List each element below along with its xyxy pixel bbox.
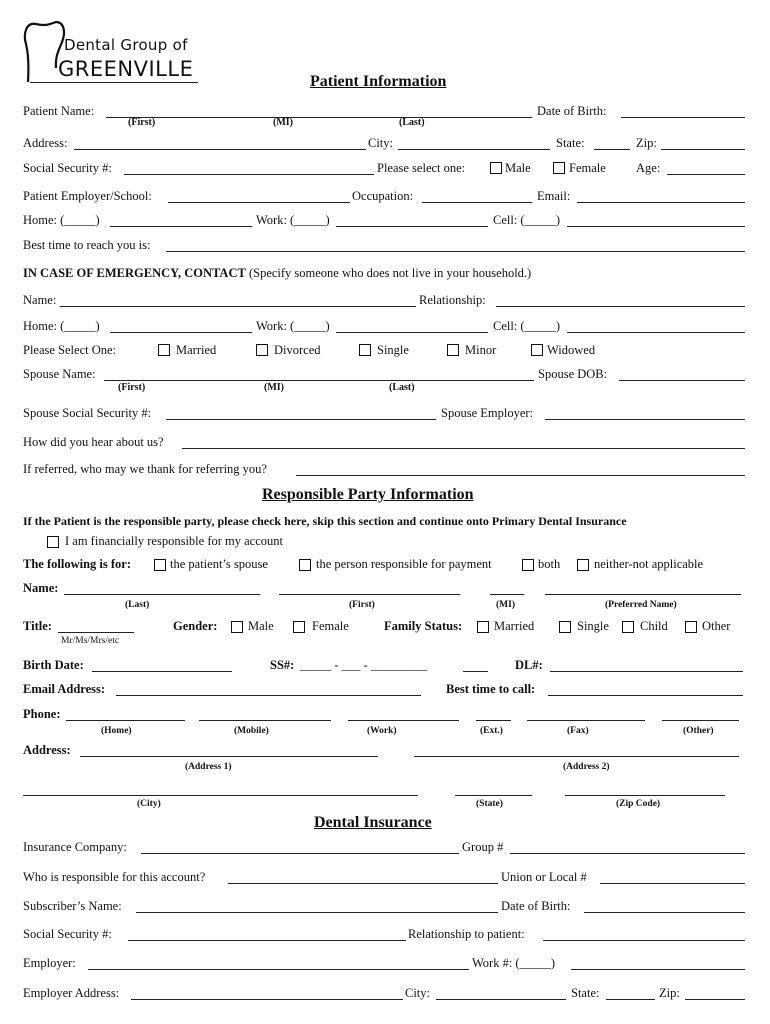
rp-preferred-field[interactable]: [545, 594, 741, 595]
rp-ss-field[interactable]: _____ - ___ - _________: [300, 658, 428, 672]
spouse-option-label: the patient’s spouse: [170, 557, 268, 571]
minor-label: Minor: [465, 343, 497, 357]
male-checkbox[interactable]: [490, 162, 502, 174]
rp-child-label: Child: [640, 619, 668, 633]
ins-city-field[interactable]: [436, 999, 566, 1000]
patient-name-field[interactable]: [106, 117, 532, 118]
rp-email-label: Email Address:: [23, 682, 106, 696]
rp-other-label: Other: [702, 619, 731, 633]
rp-mi-field[interactable]: [490, 594, 524, 595]
ins-ssn-field[interactable]: [128, 940, 406, 941]
rp-dl-field[interactable]: [550, 671, 743, 672]
hear-field[interactable]: [182, 448, 745, 449]
email-label: Email:: [537, 189, 571, 203]
rp-phone-mobile[interactable]: [199, 720, 331, 721]
ins-employer-field[interactable]: [88, 969, 469, 970]
spouse-sub-mi: (MI): [264, 382, 284, 393]
referred-label: If referred, who may we thank for referring you?: [23, 462, 267, 476]
rp-address-label: Address:: [23, 743, 71, 757]
rp-phone-home[interactable]: [66, 720, 185, 721]
single-label: Single: [377, 343, 409, 357]
responsible-title: Responsible Party Information: [262, 486, 474, 503]
spouse-employer-label: Spouse Employer:: [441, 406, 534, 420]
ins-company-field[interactable]: [141, 853, 459, 854]
rp-sub-ext: (Ext.): [480, 726, 503, 736]
rp-phone-work[interactable]: [348, 720, 459, 721]
occupation-field[interactable]: [422, 202, 532, 203]
married-label: Married: [176, 343, 217, 357]
rp-single-checkbox[interactable]: [559, 621, 571, 633]
ins-employer-address-label: Employer Address:: [23, 986, 120, 1000]
ins-zip-field[interactable]: [685, 999, 745, 1000]
occupation-label: Occupation:: [352, 189, 414, 203]
ins-employer-label: Employer:: [23, 956, 76, 970]
female-checkbox[interactable]: [553, 162, 565, 174]
logo-line2: GREENVILLE: [58, 57, 194, 81]
relationship-label: Relationship:: [419, 293, 486, 307]
payment-option-checkbox[interactable]: [299, 559, 311, 571]
female-label: Female: [569, 161, 606, 175]
emergency-work-field[interactable]: [336, 332, 488, 333]
age-field[interactable]: [667, 174, 745, 175]
city-field[interactable]: [398, 149, 550, 150]
rp-sub-state: (State): [476, 799, 503, 809]
rp-phone-ext[interactable]: [476, 720, 511, 721]
sub-first: (First): [128, 117, 156, 128]
ins-group-field[interactable]: [510, 853, 745, 854]
ssn-field[interactable]: [124, 174, 374, 175]
rp-sub-city: (City): [137, 799, 161, 809]
widowed-label: Widowed: [547, 343, 596, 357]
ins-ssn-label: Social Security #:: [23, 927, 112, 941]
rp-sub-address2: (Address 2): [563, 762, 610, 772]
rp-male-label: Male: [248, 619, 274, 633]
ins-who-label: Who is responsible for this account?: [23, 870, 206, 884]
relationship-field[interactable]: [496, 306, 745, 307]
emergency-cell-field[interactable]: [567, 332, 745, 333]
select-one-label: Please select one:: [377, 161, 466, 175]
rp-sub-mi: (MI): [496, 600, 515, 610]
page-title: Patient Information: [310, 73, 447, 90]
minor-checkbox[interactable]: [447, 344, 459, 356]
rp-phone-other[interactable]: [662, 720, 739, 721]
rp-email-field[interactable]: [116, 695, 421, 696]
rp-ss-extra: [463, 671, 488, 672]
ins-dob-field[interactable]: [584, 912, 745, 913]
single-checkbox[interactable]: [359, 344, 371, 356]
rp-sub-other: (Other): [683, 726, 714, 736]
zip-label: Zip:: [636, 136, 657, 150]
state-field[interactable]: [594, 149, 630, 150]
both-option-checkbox[interactable]: [522, 559, 534, 571]
work-phone-field[interactable]: [336, 226, 488, 227]
rp-married-checkbox[interactable]: [477, 621, 489, 633]
marital-select-label: Please Select One:: [23, 343, 117, 357]
rp-best-label: Best time to call:: [446, 682, 536, 696]
emergency-cell-label: Cell: (_____): [493, 319, 561, 333]
ins-state-field[interactable]: [606, 999, 655, 1000]
rp-birth-label: Birth Date:: [23, 658, 84, 672]
spouse-sub-last: (Last): [389, 382, 415, 393]
rp-birth-field[interactable]: [92, 671, 232, 672]
referred-field[interactable]: [296, 475, 745, 476]
rp-child-checkbox[interactable]: [622, 621, 634, 633]
spouse-dob-field[interactable]: [619, 380, 745, 381]
rp-first-field[interactable]: [279, 594, 460, 595]
ins-subscriber-label: Subscriber’s Name:: [23, 899, 122, 913]
sub-last: (Last): [399, 117, 425, 128]
rp-sub-address1: (Address 1): [185, 762, 232, 772]
both-option-label: both: [538, 557, 561, 571]
address-label: Address:: [23, 136, 68, 150]
rp-phone-fax[interactable]: [527, 720, 645, 721]
logo-line1: Dental Group of: [64, 36, 188, 54]
emergency-name-label: Name:: [23, 293, 57, 307]
ins-union-field[interactable]: [600, 883, 745, 884]
spouse-ssn-label: Spouse Social Security #:: [23, 406, 152, 420]
neither-option-checkbox[interactable]: [577, 559, 589, 571]
ssn-label: Social Security #:: [23, 161, 112, 175]
best-time-field[interactable]: [166, 251, 745, 252]
ins-work-field[interactable]: [571, 969, 745, 970]
rp-other-checkbox[interactable]: [685, 621, 697, 633]
rp-male-checkbox[interactable]: [231, 621, 243, 633]
neither-option-label: neither-not applicable: [594, 557, 704, 571]
rp-state-field[interactable]: [455, 795, 532, 796]
state-label: State:: [556, 136, 585, 150]
rp-married-label: Married: [494, 619, 535, 633]
rp-sub-home: (Home): [101, 726, 132, 736]
spouse-option-checkbox[interactable]: [154, 559, 166, 571]
rp-best-field[interactable]: [548, 695, 743, 696]
rp-city-field[interactable]: [23, 795, 418, 796]
emergency-name-field[interactable]: [60, 306, 416, 307]
cell-phone-label: Cell: (_____): [493, 213, 561, 227]
ins-dob-label: Date of Birth:: [501, 899, 571, 913]
city-label: City:: [368, 136, 394, 150]
rp-title-field[interactable]: [58, 632, 134, 633]
rp-female-label: Female: [312, 619, 349, 633]
rp-last-field[interactable]: [64, 594, 260, 595]
rp-sub-fax: (Fax): [567, 726, 589, 736]
financial-checkbox[interactable]: [47, 536, 59, 548]
dob-label: Date of Birth:: [537, 104, 607, 118]
spouse-sub-first: (First): [118, 382, 146, 393]
spouse-dob-label: Spouse DOB:: [538, 367, 608, 381]
rp-family-label: Family Status:: [384, 619, 463, 633]
rp-sub-zip: (Zip Code): [616, 799, 661, 809]
email-field[interactable]: [577, 202, 745, 203]
payment-option-label: the person responsible for payment: [316, 557, 492, 571]
divorced-checkbox[interactable]: [256, 344, 268, 356]
rp-sub-preferred: (Preferred Name): [605, 600, 677, 610]
cell-phone-field[interactable]: [567, 226, 745, 227]
rp-title-sub: Mr/Ms/Mrs/etc: [61, 636, 120, 646]
male-label: Male: [505, 161, 531, 175]
ins-city-label: City:: [405, 986, 431, 1000]
patient-name-label: Patient Name:: [23, 104, 95, 118]
sub-mi: (MI): [273, 117, 293, 128]
rp-title-label: Title:: [23, 619, 52, 633]
emergency-heading: IN CASE OF EMERGENCY, CONTACT (Specify someone who does not live in your household.): [23, 266, 532, 280]
spouse-name-label: Spouse Name:: [23, 367, 96, 381]
insurance-title: Dental Insurance: [314, 814, 432, 831]
address-field[interactable]: [74, 149, 366, 150]
rp-name-label: Name:: [23, 581, 59, 595]
ins-employer-address-field[interactable]: [131, 999, 403, 1000]
divorced-label: Divorced: [274, 343, 321, 357]
ins-relationship-label: Relationship to patient:: [408, 927, 525, 941]
hear-label: How did you hear about us?: [23, 435, 164, 449]
rp-dl-label: DL#:: [515, 658, 543, 672]
spouse-employer-field[interactable]: [545, 419, 745, 420]
rp-ss-label: SS#:: [270, 658, 295, 672]
rp-address2-field[interactable]: [414, 756, 739, 757]
rp-sub-first: (First): [349, 600, 375, 610]
rp-sub-work: (Work): [367, 726, 397, 736]
ins-subscriber-field[interactable]: [136, 912, 498, 913]
age-label: Age:: [636, 161, 661, 175]
best-time-label: Best time to reach you is:: [23, 238, 151, 252]
home-phone-label: Home: (_____): [23, 213, 100, 227]
emergency-home-label: Home: (_____): [23, 319, 100, 333]
rp-gender-label: Gender:: [173, 619, 218, 633]
rp-sub-last: (Last): [125, 600, 150, 610]
emergency-work-label: Work: (_____): [256, 319, 330, 333]
rp-address1-field[interactable]: [80, 756, 378, 757]
rp-single-label: Single: [577, 619, 609, 633]
married-checkbox[interactable]: [158, 344, 170, 356]
widowed-checkbox[interactable]: [531, 344, 543, 356]
ins-work-label: Work #: (_____): [472, 956, 556, 970]
emergency-home-field[interactable]: [110, 332, 252, 333]
ins-state-label: State:: [571, 986, 600, 1000]
employer-label: Patient Employer/School:: [23, 189, 152, 203]
ins-who-field[interactable]: [228, 883, 498, 884]
ins-relationship-field[interactable]: [543, 940, 745, 941]
financial-label: I am financially responsible for my account: [65, 534, 283, 548]
employer-field[interactable]: [168, 202, 350, 203]
work-phone-label: Work: (_____): [256, 213, 330, 227]
ins-group-label: Group #: [462, 840, 504, 854]
spouse-name-field[interactable]: [104, 380, 534, 381]
following-label: The following is for:: [23, 557, 131, 571]
rp-sub-mobile: (Mobile): [234, 726, 269, 736]
ins-zip-label: Zip:: [659, 986, 680, 1000]
dob-field[interactable]: [621, 117, 745, 118]
rp-zip-field[interactable]: [565, 795, 725, 796]
rp-female-checkbox[interactable]: [293, 621, 305, 633]
ins-union-label: Union or Local #: [501, 870, 587, 884]
spouse-ssn-field[interactable]: [166, 419, 436, 420]
home-phone-field[interactable]: [110, 226, 252, 227]
rp-phone-label: Phone:: [23, 707, 61, 721]
responsible-intro: If the Patient is the responsible party, please check here, skip this section and continue onto Primary Dental Insurance: [23, 514, 627, 528]
ins-company-label: Insurance Company:: [23, 840, 127, 854]
zip-field[interactable]: [661, 149, 745, 150]
